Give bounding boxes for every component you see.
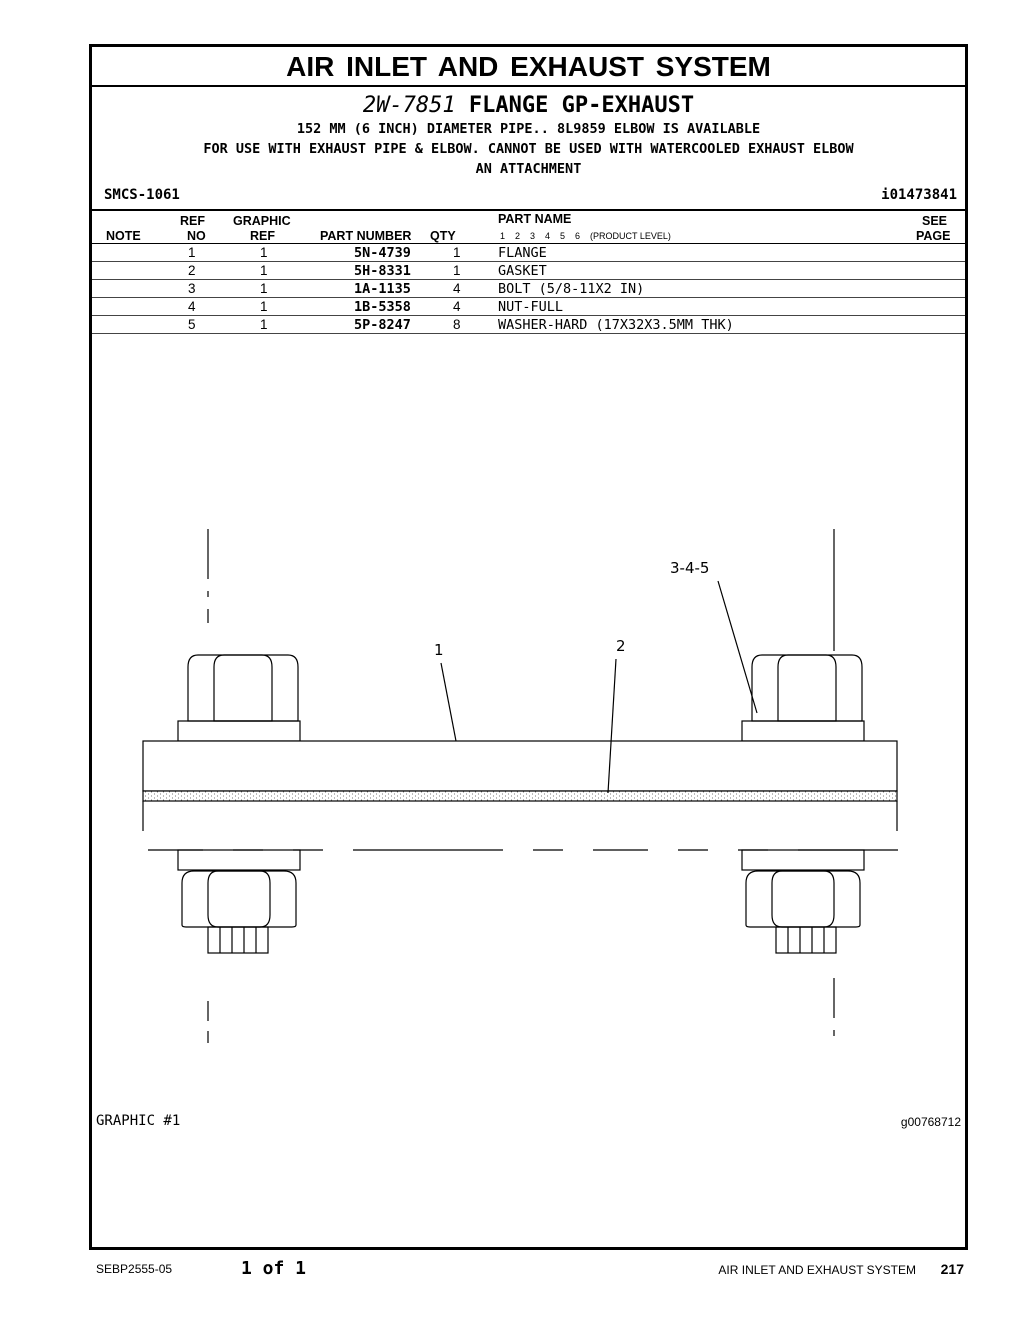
- group-heading: [92, 93, 965, 118]
- table-row: [92, 262, 965, 280]
- table-row: [92, 280, 965, 298]
- doc-number: SEBP2555-05: [96, 1262, 173, 1276]
- table-row: [92, 298, 965, 316]
- table-top-rule: [92, 209, 965, 211]
- header-note: NOTE: [106, 229, 141, 243]
- header-product-levels: 1 2 3 4 5 6 (PRODUCT LEVEL): [500, 231, 671, 241]
- row-graphic: 1: [260, 317, 268, 332]
- row-ref: 1: [188, 245, 196, 260]
- description-line-1: 152 MM (6 INCH) DIAMETER PIPE.. 8L9859 ELBOW IS AVAILABLE: [296, 121, 761, 137]
- table-row: [92, 244, 965, 262]
- callout-3-4-5: 3-4-5: [670, 559, 710, 577]
- header-ref-top: REF: [180, 214, 205, 228]
- flange-plate: [143, 741, 897, 791]
- group-name: FLANGE GP-EXHAUST: [468, 93, 695, 118]
- callout-1: 1: [434, 641, 444, 659]
- right-top-nut: [742, 655, 864, 741]
- right-bottom-nut: [742, 850, 864, 953]
- description-line-3: AN ATTACHMENT: [475, 161, 582, 177]
- row-part-number[interactable]: 5N-4739: [354, 245, 411, 261]
- leader-fasteners: [718, 581, 757, 713]
- row-ref: 5: [188, 317, 196, 332]
- page-frame: [89, 44, 968, 1250]
- leader-flange: [441, 663, 456, 741]
- row-graphic: 1: [260, 245, 268, 260]
- gasket-layer: [143, 791, 897, 801]
- left-bottom-nut: [178, 850, 300, 953]
- header-ref-bottom: NO: [187, 229, 206, 243]
- header-part-number: PART NUMBER: [320, 229, 412, 243]
- section-title: AIR INLET AND EXHAUST SYSTEM: [92, 47, 965, 87]
- row-graphic: 1: [260, 263, 268, 278]
- row-ref: 4: [188, 299, 196, 314]
- row-graphic: 1: [260, 281, 268, 296]
- header-qty: QTY: [430, 229, 456, 243]
- header-see-top: SEE: [922, 214, 948, 228]
- graphic-id: g00768712: [900, 1115, 961, 1129]
- header-graphic-bottom: REF: [250, 229, 275, 243]
- graphic-label: GRAPHIC #1: [96, 1113, 181, 1129]
- page-number: 217: [940, 1261, 964, 1277]
- row-ref: 2: [188, 263, 196, 278]
- row-qty: 8: [453, 317, 461, 332]
- group-number[interactable]: 2W-7851: [362, 93, 456, 118]
- row-part-name: FLANGE: [498, 245, 547, 261]
- illustration-id: i01473841: [881, 187, 957, 203]
- row-part-number[interactable]: 5P-8247: [354, 317, 411, 333]
- row-ref: 3: [188, 281, 196, 296]
- row-part-name: GASKET: [498, 263, 547, 279]
- row-graphic: 1: [260, 299, 268, 314]
- footer-section-title: AIR INLET AND EXHAUST SYSTEM: [718, 1263, 916, 1277]
- description-line-2: FOR USE WITH EXHAUST PIPE & ELBOW. CANNOT BE USED WITH WATERCOOLED EXHAUST ELBOW: [203, 141, 854, 157]
- header-see-bottom: PAGE: [916, 229, 951, 243]
- left-top-nut: [178, 655, 300, 741]
- row-qty: 4: [453, 281, 461, 296]
- row-qty: 1: [453, 263, 461, 278]
- row-divider: [92, 333, 965, 334]
- row-part-number[interactable]: 1A-1135: [354, 281, 411, 297]
- header-graphic-top: GRAPHIC: [233, 214, 291, 228]
- page-of: 1 of 1: [241, 1258, 307, 1279]
- smcs-code: SMCS-1061: [104, 187, 180, 203]
- row-part-number[interactable]: 1B-5358: [354, 299, 411, 315]
- row-part-number[interactable]: 5H-8331: [354, 263, 411, 279]
- row-part-name: BOLT (5/8-11X2 IN): [498, 281, 645, 297]
- callout-2: 2: [616, 637, 626, 655]
- row-part-name: WASHER-HARD (17X32X3.5MM THK): [498, 317, 734, 333]
- table-row: [92, 316, 965, 334]
- row-qty: 4: [453, 299, 461, 314]
- row-qty: 1: [453, 245, 461, 260]
- row-part-name: NUT-FULL: [498, 299, 564, 315]
- header-part-name: PART NAME: [498, 212, 572, 226]
- flange-drawing: [138, 523, 908, 1043]
